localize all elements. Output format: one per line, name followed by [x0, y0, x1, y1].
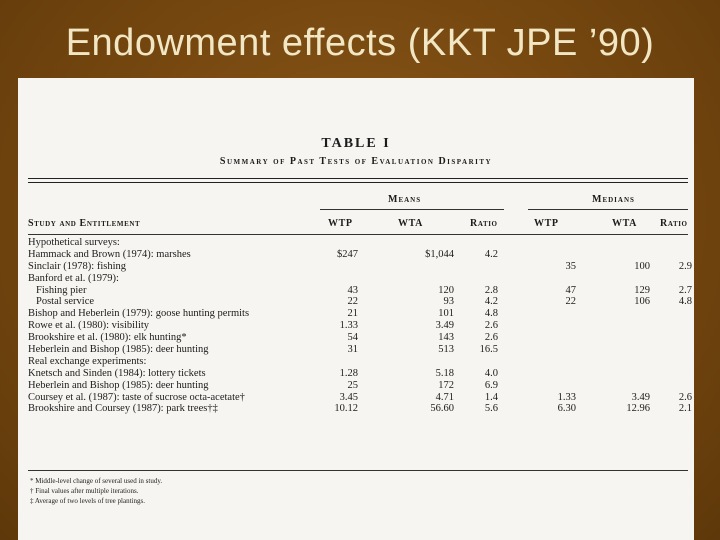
table-cell: 120	[438, 284, 454, 296]
table-cell: 4.2	[484, 248, 498, 260]
bottom-rule	[28, 470, 688, 471]
slide-title: Endowment effects (KKT JPE ’90)	[65, 22, 655, 64]
table-cell: 106	[634, 296, 650, 308]
means-wtp-header: WTP	[328, 218, 353, 229]
table-row	[28, 296, 692, 308]
table-cell: 100	[634, 260, 650, 272]
medians-underline	[528, 209, 688, 210]
row-label: Real exchange experiments:	[28, 355, 147, 367]
row-label: Hypothetical surveys:	[28, 237, 120, 248]
table-scan	[18, 78, 694, 540]
table-subtitle: Summary of Past Tests of Evaluation Disparity	[219, 156, 493, 167]
table-row	[28, 308, 692, 320]
table-cell: 3.49	[435, 320, 454, 332]
table-cell: 4.71	[435, 391, 454, 403]
row-label: Brookshire et al. (1980): elk hunting*	[28, 332, 187, 344]
row-label: Rowe et al. (1980): visibility	[28, 320, 150, 332]
table-row	[28, 392, 692, 404]
footnote: † Final values after multiple iterations.	[30, 487, 139, 495]
medians-wta-header: WTA	[612, 218, 637, 229]
table-row	[28, 332, 692, 344]
row-label: Heberlein and Bishop (1985): deer hunting	[28, 344, 209, 356]
row-label: Fishing pier	[36, 284, 87, 296]
table-cell: 1.28	[339, 367, 358, 379]
row-label: Bishop and Heberlein (1979): goose hunting permits	[28, 308, 250, 320]
table-cell: 2.6	[484, 332, 498, 344]
table-cell: 2.1	[678, 403, 692, 415]
means-underline	[320, 209, 504, 210]
table-title: TABLE I	[321, 136, 391, 151]
header-rule	[28, 234, 688, 235]
row-label: Heberlein and Bishop (1985): deer hunting	[28, 379, 209, 391]
table-cell: 3.45	[339, 391, 358, 403]
row-label: Coursey et al. (1987): taste of sucrose octa-acetate†	[28, 391, 245, 403]
table-cell: 2.8	[484, 284, 498, 296]
table-cell: 4.2	[484, 296, 498, 308]
table-footnotes	[30, 476, 162, 506]
table-cell: 143	[438, 332, 454, 344]
table-cell: 3.49	[631, 391, 650, 403]
row-label: Sinclair (1978): fishing	[28, 260, 126, 272]
table-cell: 5.6	[484, 403, 498, 415]
table-row	[28, 249, 692, 261]
top-rule	[28, 178, 688, 179]
table-cell: $1,044	[425, 248, 454, 260]
table-cell: 5.18	[435, 367, 454, 379]
table-cell: 12.96	[626, 403, 650, 415]
table-cell: 21	[347, 308, 358, 320]
table-cell: 1.33	[339, 320, 358, 332]
table-cell: 25	[347, 379, 358, 391]
table-cell: 6.30	[557, 403, 576, 415]
table-row	[28, 273, 692, 285]
footnote: ‡ Average of two levels of tree plantings.	[30, 497, 145, 505]
table-cell: 31	[347, 344, 358, 356]
table-cell: 56.60	[430, 403, 454, 415]
table-cell: $247	[337, 248, 358, 260]
table-cell: 16.5	[479, 344, 498, 356]
table-cell: 2.7	[678, 284, 692, 296]
table-cell: 43	[347, 284, 358, 296]
footnote: * Middle-level change of several used in study.	[30, 477, 163, 485]
means-wta-header: WTA	[398, 218, 423, 229]
table-cell: 2.6	[678, 391, 692, 403]
table-cell: 1.4	[484, 391, 498, 403]
table-cell: 47	[565, 284, 576, 296]
table-cell: 2.6	[484, 320, 498, 332]
table-row	[28, 368, 692, 380]
medians-group-header: Medians	[592, 194, 635, 205]
table-cell: 129	[634, 284, 650, 296]
row-label: Knetsch and Sinden (1984): lottery tickets	[28, 367, 206, 379]
medians-ratio-header: Ratio	[660, 218, 688, 229]
table-cell: 22	[347, 296, 358, 308]
table-cell: 54	[347, 332, 358, 344]
row-label: Hammack and Brown (1974): marshes	[28, 248, 191, 260]
table-cell: 2.9	[678, 260, 692, 272]
means-group-header: Means	[388, 194, 422, 205]
table-cell: 513	[438, 344, 454, 356]
table-cell: 4.8	[484, 308, 498, 320]
top-rule-2	[28, 182, 688, 183]
row-label: Postal service	[36, 296, 95, 308]
table-row	[28, 237, 692, 249]
table-row	[28, 285, 692, 297]
table-row	[28, 320, 692, 332]
table-body	[28, 237, 692, 415]
table-cell: 101	[438, 308, 454, 320]
table-cell: 6.9	[484, 379, 498, 391]
table-row	[28, 344, 692, 356]
table-cell: 22	[565, 296, 576, 308]
table-row	[28, 403, 692, 415]
table-cell: 4.0	[484, 367, 498, 379]
table-row	[28, 356, 692, 368]
table-row	[28, 261, 692, 273]
table-cell: 172	[438, 379, 454, 391]
table-cell: 10.12	[334, 403, 358, 415]
table-cell: 93	[443, 296, 454, 308]
medians-wtp-header: WTP	[534, 218, 559, 229]
table-row	[28, 380, 692, 392]
table-cell: 4.8	[678, 296, 692, 308]
means-ratio-header: Ratio	[470, 218, 498, 229]
table-cell: 1.33	[557, 391, 576, 403]
row-label: Brookshire and Coursey (1987): park trees†‡	[28, 403, 218, 415]
row-label: Banford et al. (1979):	[28, 272, 119, 284]
table-cell: 35	[565, 260, 576, 272]
study-column-header: Study and Entitlement	[28, 218, 141, 229]
